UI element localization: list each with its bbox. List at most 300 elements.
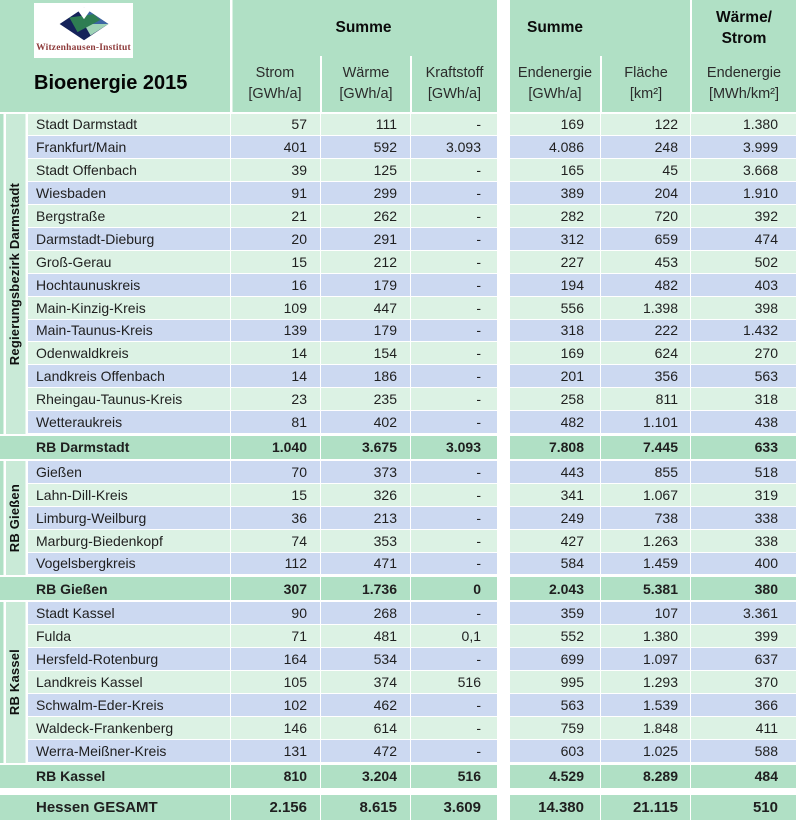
endenergie-dichte-value: 319 bbox=[690, 484, 796, 506]
table-section bbox=[0, 461, 796, 575]
endenergie-value: 2.043 bbox=[548, 580, 584, 597]
kraftstoff-value: - bbox=[410, 553, 497, 575]
strom-value: 146 bbox=[230, 717, 320, 739]
flaeche-value: 1.293 bbox=[600, 671, 690, 693]
endenergie-dichte-value: 3.361 bbox=[690, 602, 796, 624]
region-name: Darmstadt-Dieburg bbox=[36, 230, 155, 247]
column-gap bbox=[497, 297, 510, 319]
flaeche-value: 7.445 bbox=[600, 436, 690, 459]
endenergie-dichte-value: 633 bbox=[690, 436, 796, 459]
endenergie-dichte-value: 370 bbox=[690, 671, 796, 693]
endenergie-value: 759 bbox=[560, 719, 584, 736]
strom-value: 105 bbox=[230, 671, 320, 693]
strom-value: 1.040 bbox=[230, 436, 320, 459]
strom-value: 109 bbox=[230, 297, 320, 319]
col-unit: [MWh/km²] bbox=[708, 86, 780, 102]
region-name: Marburg-Biedenkopf bbox=[36, 532, 163, 549]
endenergie-value: 169 bbox=[560, 345, 584, 362]
column-gap bbox=[497, 765, 510, 788]
strom-value: 81 bbox=[230, 411, 320, 433]
flaeche-value: 1.263 bbox=[600, 530, 690, 552]
endenergie-value: 312 bbox=[560, 230, 584, 247]
column-gap bbox=[497, 717, 510, 739]
endenergie-value: 201 bbox=[560, 368, 584, 385]
endenergie-value: 359 bbox=[560, 605, 584, 622]
endenergie-value: 552 bbox=[560, 628, 584, 645]
column-gap bbox=[497, 251, 510, 273]
kraftstoff-value: - bbox=[410, 159, 497, 181]
waerme-value: 353 bbox=[320, 530, 410, 552]
waerme-value: 462 bbox=[320, 694, 410, 716]
endenergie-dichte-value: 270 bbox=[690, 342, 796, 364]
kraftstoff-value: - bbox=[410, 507, 497, 529]
flaeche-value: 107 bbox=[600, 602, 690, 624]
waerme-value: 235 bbox=[320, 388, 410, 410]
region-name: Stadt Offenbach bbox=[36, 162, 137, 179]
endenergie-value: 556 bbox=[560, 299, 584, 316]
kraftstoff-value: 516 bbox=[410, 671, 497, 693]
institute-logo bbox=[34, 3, 133, 58]
flaeche-value: 5.381 bbox=[600, 577, 690, 600]
section-rows bbox=[28, 114, 796, 434]
kraftstoff-value: 3.093 bbox=[410, 436, 497, 459]
region-name: Schwalm-Eder-Kreis bbox=[36, 696, 164, 713]
strom-value: 39 bbox=[230, 159, 320, 181]
column-gap bbox=[497, 694, 510, 716]
col-unit: [GWh/a] bbox=[528, 86, 582, 102]
region-name: Stadt Kassel bbox=[36, 605, 115, 622]
endenergie-value: 165 bbox=[560, 162, 584, 179]
column-gap bbox=[497, 577, 510, 600]
endenergie-dichte-value: 1.910 bbox=[690, 182, 796, 204]
strom-value: 307 bbox=[230, 577, 320, 600]
strom-value: 164 bbox=[230, 648, 320, 670]
endenergie-dichte-value: 637 bbox=[690, 648, 796, 670]
region-name: Odenwaldkreis bbox=[36, 345, 129, 362]
waerme-value: 299 bbox=[320, 182, 410, 204]
kraftstoff-value: - bbox=[410, 648, 497, 670]
strom-value: 70 bbox=[230, 461, 320, 483]
flaeche-value: 222 bbox=[600, 320, 690, 342]
endenergie-value: 482 bbox=[560, 414, 584, 431]
flaeche-value: 855 bbox=[600, 461, 690, 483]
endenergie-dichte-value: 392 bbox=[690, 205, 796, 227]
column-gap bbox=[497, 530, 510, 552]
flaeche-value: 1.459 bbox=[600, 553, 690, 575]
kraftstoff-value: - bbox=[410, 114, 497, 136]
region-name: Wiesbaden bbox=[36, 185, 107, 202]
col-header-endenergie-dichte bbox=[690, 56, 796, 112]
region-name: Bergstraße bbox=[36, 208, 106, 224]
region-name: Hessen GESAMT bbox=[36, 798, 158, 816]
strom-value: 139 bbox=[230, 320, 320, 342]
region-name: Frankfurt/Main bbox=[36, 139, 127, 156]
waerme-value: 179 bbox=[320, 274, 410, 296]
col-label: Kraftstoff bbox=[425, 65, 484, 81]
flaeche-value: 1.097 bbox=[600, 648, 690, 670]
section-total-row bbox=[0, 436, 796, 459]
endenergie-dichte-value: 1.380 bbox=[690, 114, 796, 136]
flaeche-value: 624 bbox=[600, 342, 690, 364]
subheader-row-right bbox=[510, 56, 796, 112]
col-header-kraftstoff bbox=[410, 56, 497, 112]
waerme-value: 373 bbox=[320, 461, 410, 483]
table-row bbox=[28, 365, 796, 388]
col-header-endenergie bbox=[510, 56, 600, 112]
strom-value: 401 bbox=[230, 136, 320, 158]
strom-value: 102 bbox=[230, 694, 320, 716]
kraftstoff-value: - bbox=[410, 717, 497, 739]
table-row bbox=[28, 297, 796, 320]
strom-value: 74 bbox=[230, 530, 320, 552]
table-body bbox=[0, 114, 796, 820]
endenergie-dichte-value: 510 bbox=[690, 795, 796, 820]
endenergie-value: 699 bbox=[560, 651, 584, 668]
table-row bbox=[28, 205, 796, 228]
kraftstoff-value: - bbox=[410, 740, 497, 762]
kraftstoff-value: - bbox=[410, 205, 497, 227]
column-gap bbox=[497, 648, 510, 670]
kraftstoff-value: - bbox=[410, 602, 497, 624]
kraftstoff-value: - bbox=[410, 320, 497, 342]
strom-value: 21 bbox=[230, 205, 320, 227]
table-row bbox=[28, 251, 796, 274]
column-gap bbox=[497, 205, 510, 227]
table-row bbox=[28, 740, 796, 763]
strom-value: 810 bbox=[230, 765, 320, 788]
column-gap bbox=[497, 411, 510, 433]
flaeche-value: 453 bbox=[600, 251, 690, 273]
section-rows bbox=[28, 461, 796, 575]
region-name: RB Darmstadt bbox=[36, 439, 130, 456]
strom-value: 71 bbox=[230, 625, 320, 647]
flaeche-value: 356 bbox=[600, 365, 690, 387]
table-row bbox=[28, 625, 796, 648]
header-group-right bbox=[510, 0, 796, 112]
endenergie-dichte-value: 399 bbox=[690, 625, 796, 647]
flaeche-value: 21.115 bbox=[600, 795, 690, 820]
header-summe-left: Summe bbox=[335, 19, 392, 36]
endenergie-dichte-value: 403 bbox=[690, 274, 796, 296]
column-gap bbox=[497, 159, 510, 181]
kraftstoff-value: - bbox=[410, 388, 497, 410]
strom-value: 14 bbox=[230, 365, 320, 387]
endenergie-value: 169 bbox=[560, 116, 584, 133]
region-name: Main-Kinzig-Kreis bbox=[36, 299, 146, 316]
region-name: Vogelsbergkreis bbox=[36, 555, 136, 572]
ratio-line-2: Strom bbox=[721, 30, 767, 47]
section-total-row bbox=[0, 577, 796, 600]
endenergie-value: 584 bbox=[560, 555, 584, 572]
header-summe-right: Summe bbox=[527, 19, 583, 36]
header-empty-cell bbox=[600, 0, 690, 56]
page-title: Bioenergie 2015 bbox=[34, 72, 188, 94]
kraftstoff-value: 3.093 bbox=[410, 136, 497, 158]
table-row bbox=[28, 228, 796, 251]
table-row bbox=[28, 484, 796, 507]
column-gap bbox=[497, 274, 510, 296]
strom-value: 91 bbox=[230, 182, 320, 204]
table-section bbox=[0, 114, 796, 434]
table-row bbox=[28, 411, 796, 434]
endenergie-value: 249 bbox=[560, 509, 584, 526]
column-gap bbox=[497, 507, 510, 529]
column-gap bbox=[497, 795, 510, 820]
flaeche-value: 248 bbox=[600, 136, 690, 158]
waerme-value: 3.204 bbox=[320, 765, 410, 788]
strom-value: 131 bbox=[230, 740, 320, 762]
header-group-left bbox=[230, 0, 497, 112]
flaeche-value: 482 bbox=[600, 274, 690, 296]
kraftstoff-value: 516 bbox=[410, 765, 497, 788]
section-band-label: RB Kassel bbox=[6, 649, 22, 716]
col-label: Fläche bbox=[624, 65, 668, 81]
column-gap bbox=[497, 114, 510, 136]
header-waerme-strom bbox=[690, 0, 796, 56]
column-gap bbox=[497, 553, 510, 575]
endenergie-dichte-value: 400 bbox=[690, 553, 796, 575]
endenergie-value: 318 bbox=[560, 322, 584, 339]
kraftstoff-value: - bbox=[410, 461, 497, 483]
section-band-label: Regierungsbezirk Darmstadt bbox=[6, 182, 22, 365]
waerme-value: 472 bbox=[320, 740, 410, 762]
col-label: Strom bbox=[255, 65, 295, 81]
flaeche-value: 1.848 bbox=[600, 717, 690, 739]
header-top-right bbox=[510, 0, 796, 56]
kraftstoff-value: - bbox=[410, 274, 497, 296]
kraftstoff-value: - bbox=[410, 694, 497, 716]
strom-value: 90 bbox=[230, 602, 320, 624]
waerme-value: 447 bbox=[320, 297, 410, 319]
column-gap bbox=[497, 320, 510, 342]
section-band bbox=[0, 602, 28, 762]
endenergie-value: 427 bbox=[560, 532, 584, 549]
col-unit: [GWh/a] bbox=[427, 86, 482, 102]
kraftstoff-value: - bbox=[410, 342, 497, 364]
section-rows bbox=[28, 602, 796, 762]
waerme-value: 262 bbox=[320, 205, 410, 227]
strom-value: 15 bbox=[230, 251, 320, 273]
col-unit: [km²] bbox=[629, 86, 663, 102]
table-row bbox=[28, 553, 796, 576]
kraftstoff-value: 3.609 bbox=[410, 795, 497, 820]
region-name: Wetteraukreis bbox=[36, 414, 123, 431]
kraftstoff-value: - bbox=[410, 365, 497, 387]
flaeche-value: 8.289 bbox=[600, 765, 690, 788]
flaeche-value: 204 bbox=[600, 182, 690, 204]
waerme-value: 402 bbox=[320, 411, 410, 433]
table-row bbox=[28, 342, 796, 365]
endenergie-dichte-value: 338 bbox=[690, 507, 796, 529]
col-unit: [GWh/a] bbox=[248, 86, 302, 102]
col-header-waerme bbox=[320, 56, 410, 112]
endenergie-dichte-value: 338 bbox=[690, 530, 796, 552]
column-gap bbox=[497, 182, 510, 204]
waerme-value: 3.675 bbox=[320, 436, 410, 459]
section-total-row bbox=[0, 765, 796, 788]
waerme-value: 8.615 bbox=[320, 795, 410, 820]
waerme-value: 471 bbox=[320, 553, 410, 575]
kraftstoff-value: 0,1 bbox=[410, 625, 497, 647]
endenergie-value: 258 bbox=[560, 391, 584, 408]
strom-value: 36 bbox=[230, 507, 320, 529]
kraftstoff-value: - bbox=[410, 411, 497, 433]
waerme-value: 154 bbox=[320, 342, 410, 364]
table-header bbox=[0, 0, 796, 112]
table-row bbox=[28, 717, 796, 740]
region-name: Rheingau-Taunus-Kreis bbox=[36, 391, 183, 408]
endenergie-value: 443 bbox=[560, 463, 584, 480]
waerme-value: 125 bbox=[320, 159, 410, 181]
flaeche-value: 122 bbox=[600, 114, 690, 136]
flaeche-value: 45 bbox=[600, 159, 690, 181]
kraftstoff-value: - bbox=[410, 182, 497, 204]
endenergie-dichte-value: 366 bbox=[690, 694, 796, 716]
col-label: Endenergie bbox=[706, 65, 782, 81]
waerme-value: 111 bbox=[320, 114, 410, 136]
strom-value: 57 bbox=[230, 114, 320, 136]
table-row bbox=[28, 388, 796, 411]
flaeche-value: 1.067 bbox=[600, 484, 690, 506]
region-name: Limburg-Weilburg bbox=[36, 509, 147, 526]
kraftstoff-value: 0 bbox=[410, 577, 497, 600]
flaeche-value: 1.101 bbox=[600, 411, 690, 433]
subheader-row-left bbox=[230, 56, 497, 112]
endenergie-dichte-value: 3.668 bbox=[690, 159, 796, 181]
table-row bbox=[28, 114, 796, 137]
kraftstoff-value: - bbox=[410, 297, 497, 319]
endenergie-dichte-value: 398 bbox=[690, 297, 796, 319]
kraftstoff-value: - bbox=[410, 484, 497, 506]
region-name: Werra-Meißner-Kreis bbox=[36, 742, 167, 759]
table-row bbox=[28, 159, 796, 182]
endenergie-value: 227 bbox=[560, 253, 584, 270]
waerme-value: 326 bbox=[320, 484, 410, 506]
flaeche-value: 811 bbox=[600, 388, 690, 410]
flaeche-value: 720 bbox=[600, 205, 690, 227]
waerme-value: 186 bbox=[320, 365, 410, 387]
endenergie-dichte-value: 518 bbox=[690, 461, 796, 483]
table-divider bbox=[497, 0, 510, 112]
table-row bbox=[28, 648, 796, 671]
endenergie-dichte-value: 318 bbox=[690, 388, 796, 410]
table-row bbox=[28, 320, 796, 343]
region-name: RB Kassel bbox=[36, 768, 106, 785]
region-name: Main-Taunus-Kreis bbox=[36, 322, 153, 339]
region-name: Stadt Darmstadt bbox=[36, 116, 138, 133]
kraftstoff-value: - bbox=[410, 530, 497, 552]
section-band bbox=[0, 114, 28, 434]
waerme-value: 291 bbox=[320, 228, 410, 250]
flaeche-value: 738 bbox=[600, 507, 690, 529]
region-name: RB Gießen bbox=[36, 580, 108, 597]
kraftstoff-value: - bbox=[410, 251, 497, 273]
column-gap bbox=[497, 602, 510, 624]
endenergie-value: 4.086 bbox=[548, 139, 584, 156]
col-label: Endenergie bbox=[517, 65, 593, 81]
column-gap bbox=[497, 365, 510, 387]
title-cell bbox=[0, 0, 230, 112]
endenergie-value: 194 bbox=[560, 276, 584, 293]
endenergie-value: 389 bbox=[560, 185, 584, 202]
table-row bbox=[28, 530, 796, 553]
endenergie-value: 4.529 bbox=[548, 768, 584, 785]
table-row bbox=[28, 182, 796, 205]
col-label: Wärme bbox=[342, 65, 390, 81]
diamond-logo-icon bbox=[58, 6, 110, 42]
endenergie-dichte-value: 1.432 bbox=[690, 320, 796, 342]
endenergie-value: 995 bbox=[560, 674, 584, 691]
region-name: Lahn-Dill-Kreis bbox=[36, 486, 128, 503]
strom-value: 112 bbox=[230, 553, 320, 575]
table-row bbox=[28, 136, 796, 159]
waerme-value: 614 bbox=[320, 717, 410, 739]
endenergie-dichte-value: 411 bbox=[690, 717, 796, 739]
column-gap bbox=[497, 136, 510, 158]
table-row bbox=[28, 274, 796, 297]
section-band-label: RB Gießen bbox=[6, 484, 22, 553]
endenergie-dichte-value: 3.999 bbox=[690, 136, 796, 158]
region-name: Hochtaunuskreis bbox=[36, 276, 141, 293]
flaeche-value: 659 bbox=[600, 228, 690, 250]
section-band bbox=[0, 461, 28, 575]
waerme-value: 179 bbox=[320, 320, 410, 342]
region-name: Landkreis Kassel bbox=[36, 674, 143, 691]
endenergie-value: 603 bbox=[560, 742, 584, 759]
waerme-value: 1.736 bbox=[320, 577, 410, 600]
endenergie-value: 341 bbox=[560, 486, 584, 503]
ratio-line-1: Wärme/ bbox=[716, 9, 772, 26]
flaeche-value: 1.398 bbox=[600, 297, 690, 319]
endenergie-value: 14.380 bbox=[538, 798, 584, 816]
col-header-flaeche bbox=[600, 56, 690, 112]
col-header-strom bbox=[230, 56, 320, 112]
flaeche-value: 1.025 bbox=[600, 740, 690, 762]
flaeche-value: 1.539 bbox=[600, 694, 690, 716]
endenergie-dichte-value: 380 bbox=[690, 577, 796, 600]
table-section bbox=[0, 602, 796, 762]
strom-value: 20 bbox=[230, 228, 320, 250]
region-name: Gießen bbox=[36, 463, 82, 480]
column-gap bbox=[497, 625, 510, 647]
strom-value: 16 bbox=[230, 274, 320, 296]
endenergie-dichte-value: 438 bbox=[690, 411, 796, 433]
waerme-value: 534 bbox=[320, 648, 410, 670]
table-row bbox=[28, 461, 796, 484]
column-gap bbox=[497, 342, 510, 364]
column-gap bbox=[497, 388, 510, 410]
waerme-value: 481 bbox=[320, 625, 410, 647]
endenergie-value: 282 bbox=[560, 208, 584, 224]
region-name: Groß-Gerau bbox=[36, 253, 112, 270]
flaeche-value: 1.380 bbox=[600, 625, 690, 647]
strom-value: 2.156 bbox=[230, 795, 320, 820]
strom-value: 23 bbox=[230, 388, 320, 410]
column-gap bbox=[497, 740, 510, 762]
column-gap bbox=[497, 484, 510, 506]
column-gap bbox=[497, 461, 510, 483]
column-gap bbox=[497, 228, 510, 250]
endenergie-dichte-value: 484 bbox=[690, 765, 796, 788]
endenergie-value: 563 bbox=[560, 696, 584, 713]
endenergie-dichte-value: 502 bbox=[690, 251, 796, 273]
table-row bbox=[28, 507, 796, 530]
endenergie-dichte-value: 588 bbox=[690, 740, 796, 762]
endenergie-value: 7.808 bbox=[548, 439, 584, 456]
table-row bbox=[28, 602, 796, 625]
grand-total-row bbox=[0, 795, 796, 820]
waerme-value: 374 bbox=[320, 671, 410, 693]
